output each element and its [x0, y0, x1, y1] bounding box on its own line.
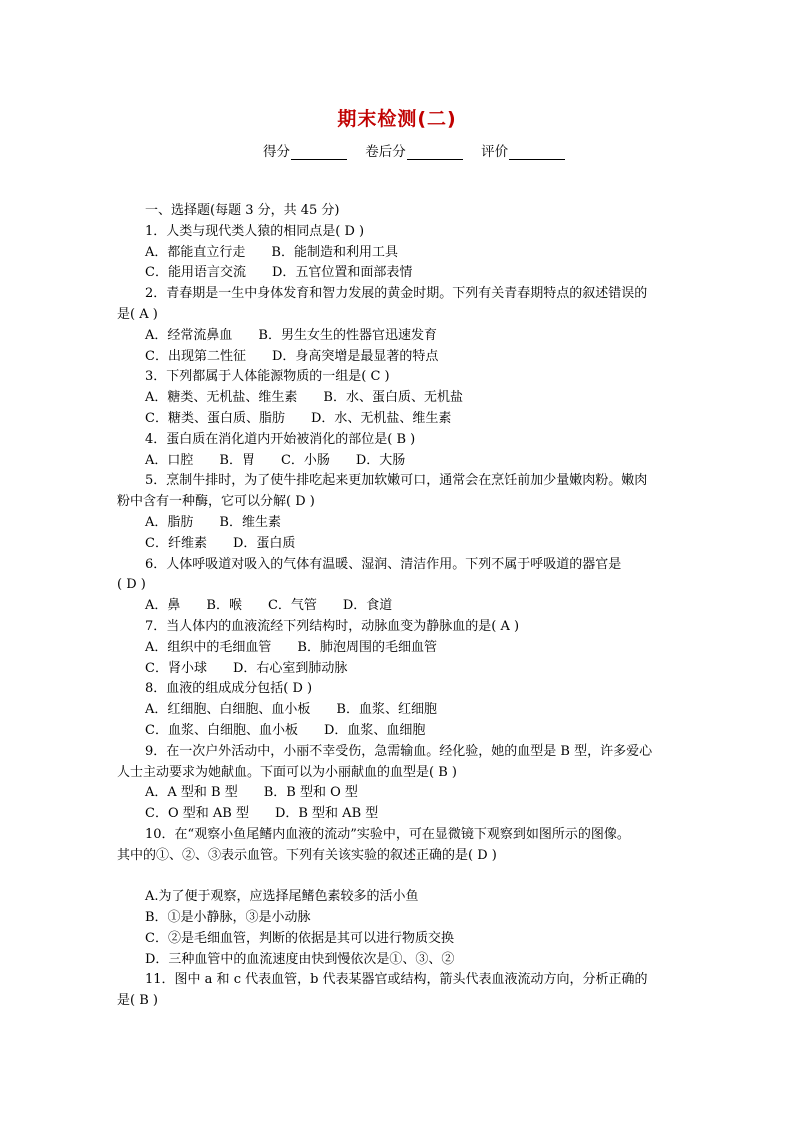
text-line: 其中的①、②、③表示血管。下列有关该实验的叙述正确的是( D ) [117, 847, 497, 863]
evaluation-label: 评价 [481, 144, 509, 160]
figure-gap [117, 867, 681, 888]
text-line: A．鼻 B．喉 C．气管 D．食道 [145, 598, 393, 614]
final-score-label: 卷后分 [365, 144, 406, 160]
text-line: 是( B ) [117, 993, 158, 1009]
text-line: C．糖类、蛋白质、脂肪 D．水、无机盐、维生素 [145, 410, 452, 426]
text-line: C．能用语言交流 D．五官位置和面部表情 [145, 265, 413, 281]
text-line: D．三种血管中的血流速度由快到慢依次是①、③、② [145, 951, 455, 967]
text-line: A．红细胞、白细胞、血小板 B．血浆、红细胞 [145, 702, 437, 718]
text-line: 4．蛋白质在消化道内开始被消化的部位是( B ) [145, 431, 416, 447]
text-line: 2．青春期是一生中身体发育和智力发展的黄金时期。下列有关青春期特点的叙述错误的 [145, 286, 648, 302]
text-line: 5．烹制牛排时，为了使牛排吃起来更加软嫩可口，通常会在烹饪前加少量嫩肉粉。嫩肉 [145, 473, 648, 489]
score-field [263, 144, 347, 160]
question-body [117, 201, 681, 1012]
score-label: 得分 [263, 144, 290, 160]
page-title: 期末检测(二) [337, 108, 457, 130]
text-line: 3．下列都属于人体能源物质的一组是( C ) [145, 369, 390, 385]
text-line: 1．人类与现代类人猿的相同点是( D ) [145, 223, 365, 239]
text-line: C．肾小球 D．右心室到肺动脉 [145, 660, 348, 676]
text-line: C．②是毛细血管，判断的依据是其可以进行物质交换 [145, 930, 454, 946]
text-line: 一、选择题(每题 3 分，共 45 分) [145, 203, 340, 218]
text-line: 7．当人体内的血液流经下列结构时，动脉血变为静脉血的是( A ) [145, 618, 520, 634]
text-line: A．组织中的毛细血管 B．肺泡周围的毛细血管 [145, 639, 437, 655]
text-line: C．纤维素 D．蛋白质 [145, 535, 296, 551]
text-line: A.为了便于观察，应选择尾鳍色素较多的活小鱼 [145, 889, 419, 905]
text-line: A．A 型和 B 型 B．B 型和 O 型 [145, 785, 358, 801]
final-score-blank [407, 145, 463, 160]
score-line [263, 140, 579, 160]
evaluation-blank [509, 145, 565, 160]
text-line: A．都能直立行走 B．能制造和利用工具 [145, 244, 398, 260]
score-blank [291, 145, 347, 160]
text-line: 11．图中 a 和 c 代表血管，b 代表某器官或结构，箭头代表血液流动方向，分析正确的 [145, 972, 648, 988]
text-line: C．出现第二性征 D．身高突增是最显著的特点 [145, 348, 439, 364]
text-line: 粉中含有一种酶，它可以分解( D ) [117, 494, 315, 510]
evaluation-field [481, 144, 565, 160]
text-line: A．脂肪 B．维生素 [145, 514, 281, 530]
final-score-field [365, 144, 463, 160]
text-line: C．O 型和 AB 型 D．B 型和 AB 型 [145, 806, 379, 822]
text-line: A．经常流鼻血 B．男生女生的性器官迅速发育 [145, 327, 437, 343]
text-line: A．口腔 B．胃 C．小肠 D．大肠 [145, 452, 406, 468]
text-line: 8．血液的组成成分包括( D ) [145, 681, 313, 697]
text-line: ( D ) [117, 577, 146, 593]
text-line: C．血浆、白细胞、血小板 D．血浆、血细胞 [145, 722, 426, 738]
text-line: 9．在一次户外活动中，小丽不幸受伤，急需输血。经化验，她的血型是 B 型，许多爱心 [145, 743, 653, 759]
text-line: 6．人体呼吸道对吸入的气体有温暖、湿润、清洁作用。下列不属于呼吸道的器官是 [145, 556, 622, 572]
text-line: 10．在“观察小鱼尾鳍内血液的流动”实验中，可在显微镜下观察到如图所示的图像。 [145, 826, 630, 842]
text-line: A．糖类、无机盐、维生素 B．水、蛋白质、无机盐 [145, 390, 463, 406]
text-line: 是( A ) [117, 306, 158, 322]
text-line: 人士主动要求为她献血。下面可以为小丽献血的血型是( B ) [117, 764, 457, 780]
text-line: B．①是小静脉，③是小动脉 [145, 910, 311, 926]
